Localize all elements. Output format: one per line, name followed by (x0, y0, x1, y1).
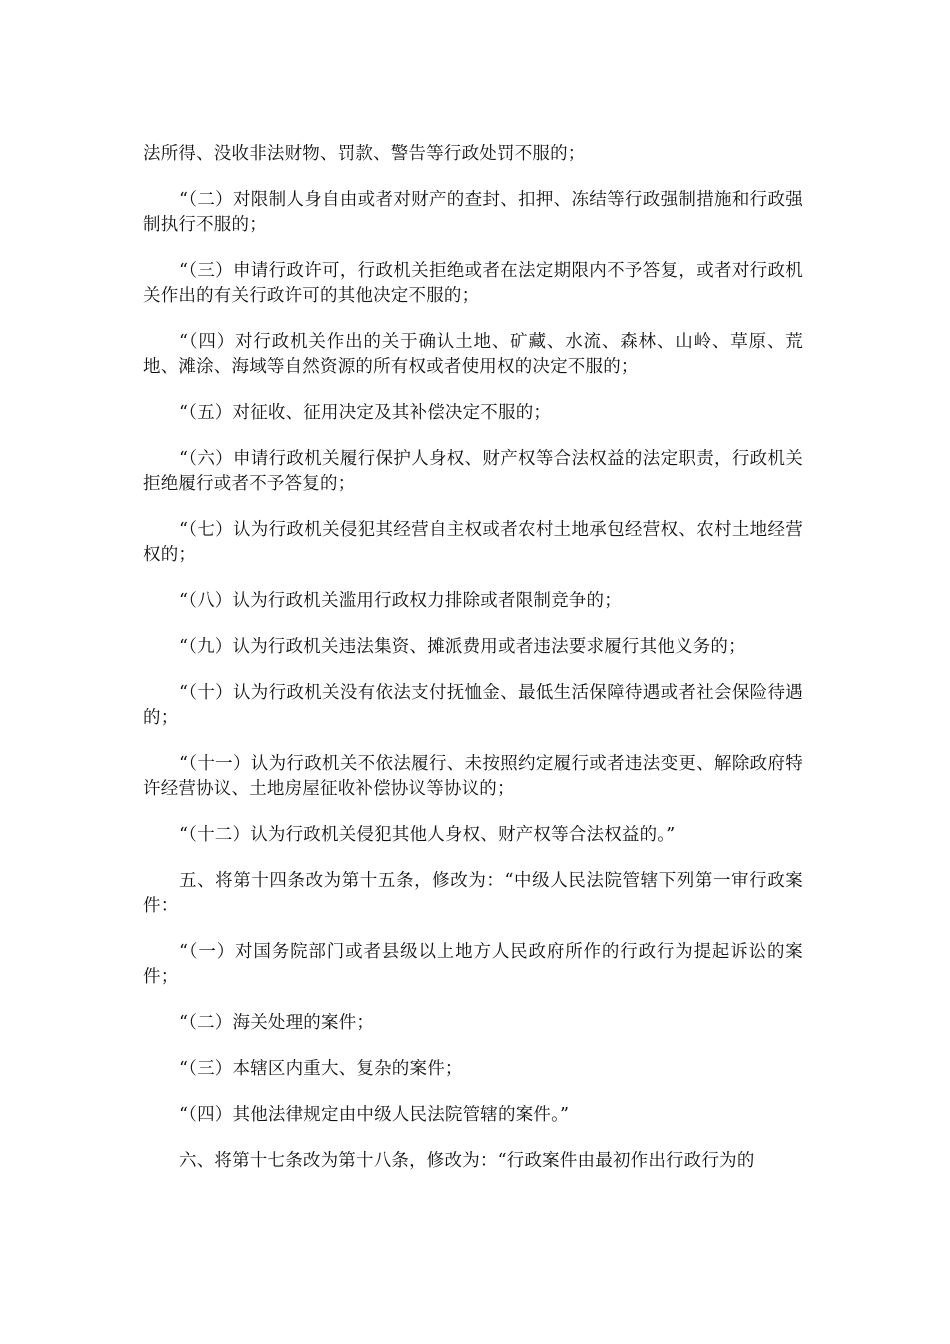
paragraph-article-5-item-3: “（三）本辖区内重大、复杂的案件； (179, 1059, 463, 1079)
paragraph-item-8: “（八）认为行政机关滥用行政权力排除或者限制竞争的； (179, 591, 622, 611)
paragraph-item-4: “（四）对行政机关作出的关于确认土地、矿藏、水流、森林、山岭、草原、荒地、滩涂、海域等自然资源的所有权或者使用权的决定不服的； (143, 332, 803, 377)
paragraph-item-9: “（九）认为行政机关违法集资、摊派费用或者违法要求履行其他义务的； (179, 637, 746, 657)
paragraph-article-5-item-4: “（四）其他法律规定由中级人民法院管辖的案件。” (179, 1105, 570, 1125)
paragraph-article-5: 五、将第十四条改为第十五条，修改为：“中级人民法院管辖下列第一审行政案件： (143, 871, 803, 916)
paragraph-item-2: “（二）对限制人身自由或者对财产的查封、扣押、冻结等行政强制措施和行政强制执行不服的； (143, 190, 803, 235)
paragraph-item-5: “（五）对征收、征用决定及其补偿决定不服的； (179, 403, 552, 423)
paragraph-item-10: “（十）认为行政机关没有依法支付抚恤金、最低生活保障待遇或者社会保险待遇的； (143, 683, 803, 728)
paragraph-article-5-item-1: “（一）对国务院部门或者县级以上地方人民政府所作的行政行为提起诉讼的案件； (143, 942, 803, 987)
paragraph-item-3: “（三）申请行政许可，行政机关拒绝或者在法定期限内不予答复，或者对行政机关作出的有关行政许可的其他决定不服的； (143, 261, 803, 306)
paragraph-article-5-item-2: “（二）海关处理的案件； (179, 1013, 375, 1033)
paragraph-item-6: “（六）申请行政机关履行保护人身权、财产权等合法权益的法定职责，行政机关拒绝履行或者不予答复的； (143, 449, 803, 494)
document-body (143, 142, 803, 1195)
paragraph-item-7: “（七）认为行政机关侵犯其经营自主权或者农村土地承包经营权、农村土地经营权的； (143, 520, 803, 565)
paragraph-item-12: “（十二）认为行政机关侵犯其他人身权、财产权等合法权益的。” (179, 825, 676, 845)
paragraph-article-6: 六、将第十七条改为第十八条，修改为：“行政案件由最初作出行政行为的 (179, 1151, 755, 1171)
paragraph-continuation: 法所得、没收非法财物、罚款、警告等行政处罚不服的； (143, 144, 586, 164)
paragraph-item-11: “（十一）认为行政机关不依法履行、未按照约定履行或者违法变更、解除政府特许经营协议、土地房屋征收补偿协议等协议的； (143, 754, 803, 799)
